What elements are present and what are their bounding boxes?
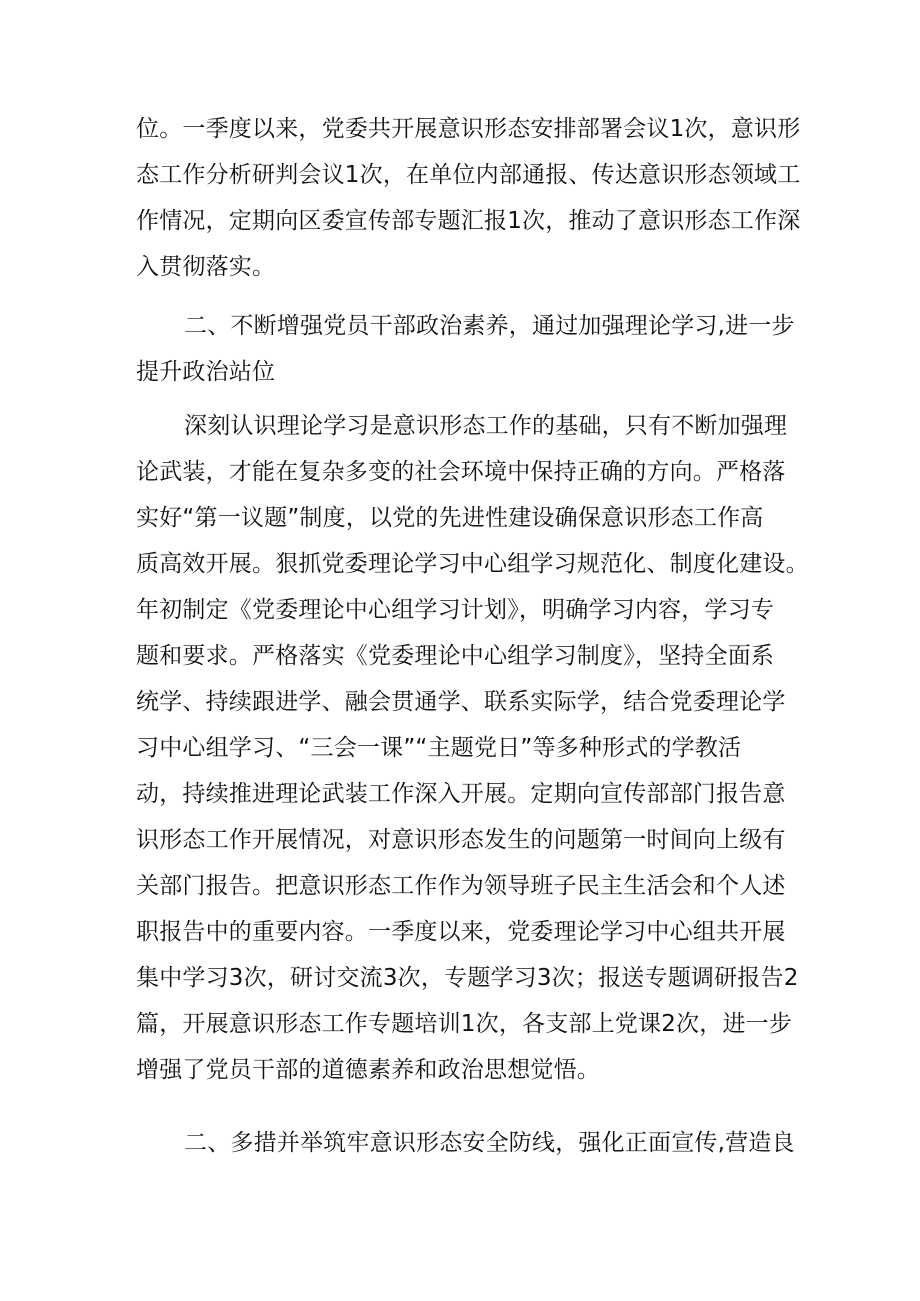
heading-line: 二、不断增强党员干部政治素养，通过加强理论学习,进一步 xyxy=(184,313,795,339)
text-line: 动，持续推进理论武装工作深入开展。定期向宣传部部门报告意 xyxy=(136,781,786,807)
heading-line: 提升政治站位 xyxy=(136,359,276,385)
text-line: 统学、持续跟进学、融会贯通学、联系实际学，结合党委理论学 xyxy=(136,689,786,715)
text-line: 篇，开展意识形态工作专题培训1次，各支部上党课2次，进一步 xyxy=(136,1011,793,1037)
section-heading-3 xyxy=(136,1120,796,1166)
text-line: 态工作分析研判会议1次，在单位内部通报、传达意识形态领域工 xyxy=(136,162,801,188)
text-line: 论武装，才能在复杂多变的社会环境中保持正确的方向。严格落 xyxy=(136,459,786,485)
text-line: 年初制定《党委理论中心组学习计划》，明确学习内容，学习专 xyxy=(136,597,775,623)
text-line: 深刻认识理论学习是意识形态工作的基础，只有不断加强理 xyxy=(184,413,788,439)
text-line: 增强了党员干部的道德素养和政治思想觉悟。 xyxy=(136,1057,600,1083)
text-line: 质高效开展。狠抓党委理论学习中心组学习规范化、制度化建设。 xyxy=(136,551,809,577)
text-line: 实好“第一议题”制度，以党的先进性建设确保意识形态工作高 xyxy=(136,505,764,531)
text-line: 识形态工作开展情况，对意识形态发生的问题第一时间向上级有 xyxy=(136,827,786,853)
text-line: 作情况，定期向区委宣传部专题汇报1次，推动了意识形态工作深 xyxy=(136,208,801,234)
text-line: 题和要求。严格落实《党委理论中心组学习制度》，坚持全面系 xyxy=(136,643,775,669)
text-line: 入贯彻落实。 xyxy=(136,254,276,280)
paragraph-2 xyxy=(136,403,809,1093)
section-heading-2 xyxy=(136,303,796,395)
text-line: 位。一季度以来，党委共开展意识形态安排部署会议1次，意识形 xyxy=(136,116,801,142)
text-line: 关部门报告。把意识形态工作作为领导班子民主生活会和个人述 xyxy=(136,873,786,899)
text-line: 习中心组学习、“三会一课”“主题党日”等多种形式的学教活 xyxy=(136,735,742,761)
paragraph-1 xyxy=(136,106,801,290)
heading-line: 二、多措并举筑牢意识形态安全防线，强化正面宣传,营造良 xyxy=(184,1130,795,1156)
text-line: 集中学习3次，研讨交流3次，专题学习3次；报送专题调研报告2 xyxy=(136,965,799,991)
text-line: 职报告中的重要内容。一季度以来，党委理论学习中心组共开展 xyxy=(136,919,786,945)
